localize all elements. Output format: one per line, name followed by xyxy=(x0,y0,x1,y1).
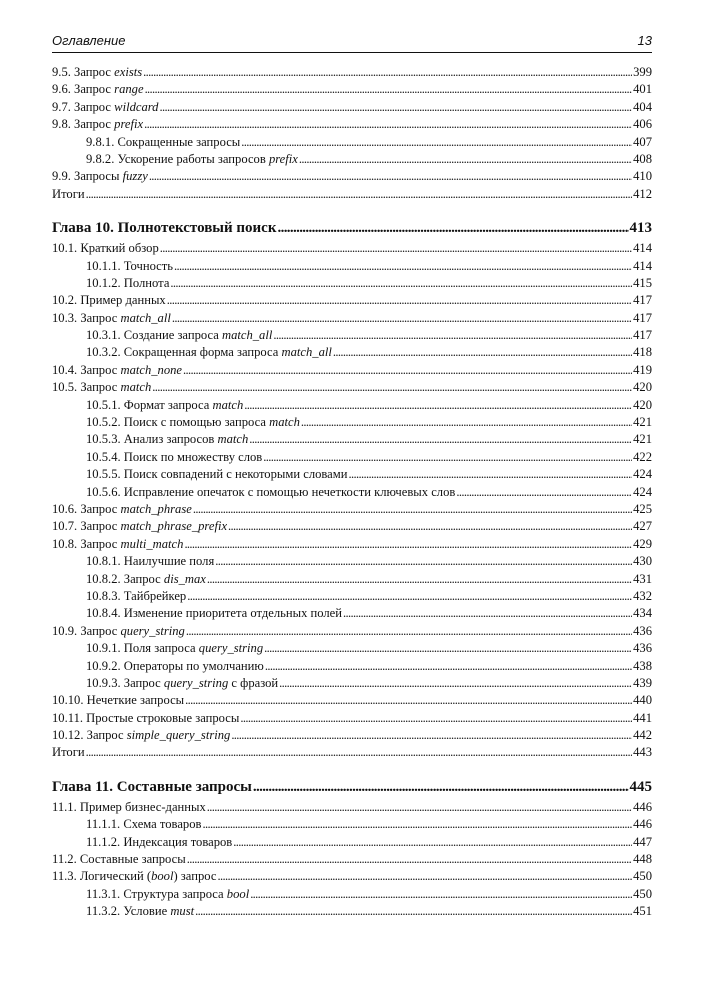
toc-entry-text-suffix: ) запрос xyxy=(173,869,217,884)
toc-leader-dots xyxy=(195,903,632,920)
toc-page-number: 442 xyxy=(633,728,652,743)
toc-entry xyxy=(52,292,652,309)
toc-entry xyxy=(52,81,652,98)
toc-leader-dots xyxy=(172,310,632,327)
toc-entry-text: 10.5.2. Поиск с помощью запроса xyxy=(86,415,270,430)
toc-leader-dots xyxy=(149,168,632,185)
toc-leader-dots xyxy=(202,816,632,833)
toc-page-number: 422 xyxy=(633,449,652,464)
toc-entry xyxy=(52,536,652,553)
toc-entry-title xyxy=(52,744,85,761)
toc-entry-text: 10.8.4. Изменение приоритета отдельных полей xyxy=(86,606,343,621)
toc-page-number: 418 xyxy=(633,345,652,360)
toc-entry-title xyxy=(52,64,142,81)
toc-page-number: 408 xyxy=(633,151,652,166)
toc-entry-text: 10.4. Запрос xyxy=(52,362,121,377)
toc-entry-title xyxy=(86,903,194,920)
toc-entry-code-term: match_all xyxy=(281,345,332,360)
toc-entry xyxy=(52,658,652,675)
toc-entry-title xyxy=(52,501,192,518)
toc-entry-code-term: query_string xyxy=(163,675,229,690)
toc-entry-text: 10.11. Простые строковые запросы xyxy=(52,710,240,725)
toc-entry-text: 10.3.1. Создание запроса xyxy=(86,328,222,343)
toc-entry xyxy=(52,414,652,431)
running-header xyxy=(52,30,652,53)
toc-entry-text: 11.3.2. Условие xyxy=(86,904,171,919)
toc-page-number: 425 xyxy=(633,501,652,516)
toc-entry xyxy=(52,466,652,483)
toc-page-number: 427 xyxy=(633,519,652,534)
toc-page-number: 417 xyxy=(633,293,652,308)
toc-entry-text: 11.3. Логический ( xyxy=(52,869,152,884)
toc-page-number: 407 xyxy=(633,134,652,149)
toc-leader-dots xyxy=(263,449,632,466)
toc-entry-text: 10.5.5. Поиск совпадений с некоторыми словами xyxy=(86,467,348,482)
toc-entry-text: 11.1.1. Схема товаров xyxy=(86,817,202,832)
toc-entry-code-term: query_string xyxy=(120,623,185,638)
toc-entry-text: 10.8.3. Тайбрейкер xyxy=(86,588,187,603)
toc-entry xyxy=(52,553,652,570)
toc-page-number: 406 xyxy=(633,117,652,132)
toc-leader-dots xyxy=(456,484,632,501)
toc-leader-dots xyxy=(273,327,632,344)
toc-entry xyxy=(52,168,652,185)
toc-entry-title xyxy=(86,886,249,903)
toc-page-number: 417 xyxy=(633,328,652,343)
toc-entry-title xyxy=(86,414,300,431)
toc-entry xyxy=(52,623,652,640)
toc-entry-title xyxy=(86,571,206,588)
toc-entry-code-term: multi_match xyxy=(120,536,184,551)
toc-leader-dots xyxy=(159,99,632,116)
toc-entry xyxy=(52,99,652,116)
toc-entry-title xyxy=(52,292,166,309)
toc-leader-dots xyxy=(184,536,632,553)
toc-entry-title xyxy=(52,116,143,133)
toc-entry xyxy=(52,834,652,851)
toc-entry xyxy=(52,744,652,761)
toc-page-number: 420 xyxy=(633,380,652,395)
toc-entry xyxy=(52,692,652,709)
toc-entry-code-term: query_string xyxy=(198,641,264,656)
toc-entry xyxy=(52,134,652,151)
toc-entry-code-term: dis_max xyxy=(163,571,206,586)
toc-page-number: 451 xyxy=(633,904,652,919)
toc-leader-dots xyxy=(231,727,632,744)
toc-entry-text: 10.5.6. Исправление опечаток с помощью нечеткости ключевых слов xyxy=(86,484,456,499)
toc-entry-title xyxy=(86,484,455,501)
toc-entry-title xyxy=(86,640,263,657)
toc-page-number: 417 xyxy=(633,310,652,325)
toc-entry-title xyxy=(52,692,184,709)
toc-leader-dots xyxy=(185,692,632,709)
toc-page-number: 446 xyxy=(633,799,652,814)
toc-entry xyxy=(52,799,652,816)
toc-entry-title xyxy=(86,675,278,692)
toc-entry-code-term: wildcard xyxy=(114,99,159,114)
toc-entry xyxy=(52,710,652,727)
toc-page-number: 446 xyxy=(633,817,652,832)
toc-entry xyxy=(52,816,652,833)
toc-entry-text: 10.3.2. Сокращенная форма запроса xyxy=(86,345,282,360)
toc-entry xyxy=(52,449,652,466)
toc-leader-dots xyxy=(183,362,632,379)
toc-entry-title xyxy=(86,658,264,675)
toc-entry-text: 10.1. Краткий обзор xyxy=(52,241,159,256)
toc-entry-text: 10.1.2. Полнота xyxy=(86,275,170,290)
toc-entry-title xyxy=(86,553,214,570)
toc-page-number: 443 xyxy=(633,745,652,760)
toc-entry xyxy=(52,258,652,275)
toc-entry xyxy=(52,186,652,203)
toc-entry-text: 10.9.1. Поля запроса xyxy=(86,641,199,656)
toc-entry-text: 10.5.1. Формат запроса xyxy=(86,397,213,412)
toc-entry-text: 11.3.1. Структура запроса xyxy=(86,886,227,901)
toc-page-number: 419 xyxy=(633,362,652,377)
toc-entry xyxy=(52,518,652,535)
toc-chapter-title: Глава 10. Полнотекстовый поиск xyxy=(52,220,277,237)
toc-leader-dots xyxy=(244,397,632,414)
toc-page-number: 414 xyxy=(633,258,652,273)
toc-page-number: 438 xyxy=(633,658,652,673)
toc-entry-title xyxy=(52,868,216,885)
toc-entry-text: 9.6. Запрос xyxy=(52,82,115,97)
toc-entry xyxy=(52,571,652,588)
toc-entry-title xyxy=(86,397,243,414)
toc-entry-text: 9.8. Запрос xyxy=(52,117,115,132)
toc-entry xyxy=(52,431,652,448)
toc-page-number: 399 xyxy=(633,65,652,79)
toc-entry-title xyxy=(52,81,144,98)
toc-entry-text: 9.8.2. Ускорение работы запросов xyxy=(86,151,269,166)
toc-chapter-title: Глава 11. Составные запросы xyxy=(52,778,252,795)
toc-entry-title xyxy=(86,344,332,361)
toc-leader-dots xyxy=(207,571,632,588)
toc-entry-code-term: match_none xyxy=(120,362,183,377)
toc-entry-text: 9.7. Запрос xyxy=(52,99,115,114)
toc-entry xyxy=(52,675,652,692)
toc-entry-text: 10.8.1. Наилучшие поля xyxy=(86,554,215,569)
toc-entry-title xyxy=(52,851,186,868)
toc-entry-text: 10.9. Запрос xyxy=(52,623,121,638)
toc-entry xyxy=(52,362,652,379)
toc-leader-dots xyxy=(207,799,632,816)
toc-entry xyxy=(52,64,652,81)
toc-entry xyxy=(52,501,652,518)
toc-page-number: 447 xyxy=(633,834,652,849)
toc-entry-text: 10.6. Запрос xyxy=(52,501,121,516)
toc-entry-code-term: simple_query_string xyxy=(126,728,231,743)
toc-entry xyxy=(52,484,652,501)
toc-entry-code-term: match xyxy=(120,380,152,395)
toc-entry-title xyxy=(86,466,347,483)
toc-leader-dots xyxy=(278,216,629,240)
toc-entry-title xyxy=(86,327,272,344)
toc-leader-dots xyxy=(217,868,632,885)
toc-chapter-heading xyxy=(52,216,652,240)
toc-page-number: 414 xyxy=(633,241,652,256)
toc-entry xyxy=(52,588,652,605)
toc-leader-dots xyxy=(299,151,632,168)
toc-leader-dots xyxy=(160,240,632,257)
toc-page-number: 450 xyxy=(633,886,652,901)
toc-entry-code-term: prefix xyxy=(268,151,298,166)
toc-leader-dots xyxy=(145,81,633,98)
toc-entry-code-term: must xyxy=(170,904,195,919)
toc-page-number: 441 xyxy=(633,710,652,725)
toc-entry xyxy=(52,344,652,361)
toc-entry-text: 10.8. Запрос xyxy=(52,536,121,551)
toc-leader-dots xyxy=(265,658,632,675)
toc-entry xyxy=(52,727,652,744)
toc-entry xyxy=(52,640,652,657)
toc-entry-text: 10.1.1. Точность xyxy=(86,258,174,273)
toc-entry-code-term: match xyxy=(269,415,300,430)
toc-leader-dots xyxy=(240,710,632,727)
toc-entry-title xyxy=(86,258,173,275)
toc-entry-code-term: exists xyxy=(114,65,143,79)
toc-leader-dots xyxy=(215,553,632,570)
toc-entry-title xyxy=(52,99,158,116)
toc-page-number: 448 xyxy=(633,852,652,867)
toc-entry-title xyxy=(52,518,227,535)
toc-entry-code-term: match_all xyxy=(120,310,171,325)
toc-entry-title xyxy=(86,275,169,292)
toc-leader-dots xyxy=(241,134,632,151)
toc-entry-text: 10.9.3. Запрос xyxy=(86,675,164,690)
toc-entry-text: 9.9. Запросы xyxy=(52,169,123,184)
toc-entry-title xyxy=(52,379,151,396)
toc-entry-title xyxy=(52,240,159,257)
toc-entry-text: 10.7. Запрос xyxy=(52,519,121,534)
toc-leader-dots xyxy=(187,588,632,605)
toc-entry-text: 11.1. Пример бизнес-данных xyxy=(52,799,206,814)
toc-page-number: 436 xyxy=(633,641,652,656)
toc-entry xyxy=(52,151,652,168)
toc-page-number: 431 xyxy=(633,571,652,586)
toc-entry-code-term: fuzzy xyxy=(122,169,148,184)
toc-entry-text: 10.5. Запрос xyxy=(52,380,121,395)
toc-entry-title xyxy=(86,134,240,151)
toc-entry-title xyxy=(86,449,262,466)
toc-page-number: 421 xyxy=(633,415,652,430)
toc-entry xyxy=(52,116,652,133)
toc-entry-title xyxy=(52,623,185,640)
toc-entry-code-term: match_phrase xyxy=(120,501,192,516)
toc-page-number: 436 xyxy=(633,623,652,638)
toc-entry-title xyxy=(52,362,182,379)
toc-leader-dots xyxy=(253,775,629,799)
toc-entry-code-term: range xyxy=(114,82,144,97)
toc-entry xyxy=(52,851,652,868)
toc-leader-dots xyxy=(264,640,632,657)
toc-entry-text: 10.5.4. Поиск по множеству слов xyxy=(86,449,263,464)
toc-entry-code-term: match_all xyxy=(221,328,273,343)
toc-leader-dots xyxy=(193,501,632,518)
toc-page-number: 413 xyxy=(629,220,652,237)
toc-entry-text: 10.12. Запрос xyxy=(52,728,127,743)
toc-leader-dots xyxy=(279,675,632,692)
toc-entry-code-term: match xyxy=(212,397,244,412)
toc-page-number: 412 xyxy=(633,186,652,201)
toc-entry xyxy=(52,327,652,344)
toc-entry-title xyxy=(52,168,148,185)
toc-leader-dots xyxy=(152,379,632,396)
toc-leader-dots xyxy=(86,186,632,203)
toc-entry-title xyxy=(52,310,171,327)
toc-entry xyxy=(52,275,652,292)
toc-leader-dots xyxy=(343,605,632,622)
toc-page-number: 404 xyxy=(633,99,652,114)
toc-leader-dots xyxy=(144,116,632,133)
toc-entry-text: 9.5. Запрос xyxy=(52,65,115,79)
toc-entry-code-term: prefix xyxy=(114,117,144,132)
toc-leader-dots xyxy=(249,431,632,448)
toc-page-number: 434 xyxy=(633,606,652,621)
toc-entry-text: 9.8.1. Сокращенные запросы xyxy=(86,134,241,149)
toc-entry-text: 11.1.2. Индексация товаров xyxy=(86,834,233,849)
toc-entry-title xyxy=(52,710,239,727)
toc-entry-code-term: match xyxy=(217,432,249,447)
toc-entry-text: 10.9.2. Операторы по умолчанию xyxy=(86,658,264,673)
toc-entry-title xyxy=(52,536,183,553)
toc-leader-dots xyxy=(174,258,632,275)
toc-page-number: 432 xyxy=(633,588,652,603)
toc-page-number: 421 xyxy=(633,432,652,447)
toc-entry xyxy=(52,240,652,257)
toc-page-number: 450 xyxy=(633,869,652,884)
toc-leader-dots xyxy=(186,623,632,640)
toc-entry-text: 10.3. Запрос xyxy=(52,310,121,325)
toc-entry-code-term: bool xyxy=(151,869,174,884)
toc-entry-text: Итоги xyxy=(52,745,85,760)
toc-entry-title xyxy=(86,588,186,605)
toc-entry xyxy=(52,310,652,327)
toc-entry xyxy=(52,868,652,885)
toc-entry-code-term: bool xyxy=(226,886,250,901)
toc-entry-title xyxy=(52,799,206,816)
toc-entry-text: 10.8.2. Запрос xyxy=(86,571,164,586)
table-of-contents xyxy=(52,64,652,921)
toc-entry xyxy=(52,397,652,414)
page-number: 13 xyxy=(637,33,652,48)
toc-entry xyxy=(52,605,652,622)
toc-entry-text: 11.2. Составные запросы xyxy=(52,852,186,867)
toc-entry-text: 10.2. Пример данных xyxy=(52,293,166,308)
toc-entry-code-term: match_phrase_prefix xyxy=(120,519,228,534)
toc-entry-title xyxy=(52,727,230,744)
toc-page-number: 415 xyxy=(633,275,652,290)
toc-leader-dots xyxy=(170,275,632,292)
toc-entry-title xyxy=(86,151,298,168)
toc-leader-dots xyxy=(228,518,632,535)
toc-chapter-heading xyxy=(52,775,652,799)
toc-leader-dots xyxy=(333,344,632,361)
toc-entry xyxy=(52,903,652,920)
running-header-title: Оглавление xyxy=(52,33,126,48)
toc-entry xyxy=(52,886,652,903)
toc-page-number: 424 xyxy=(633,484,652,499)
toc-leader-dots xyxy=(187,851,632,868)
toc-leader-dots xyxy=(167,292,632,309)
toc-entry-title xyxy=(86,431,248,448)
toc-entry-text: 10.5.3. Анализ запросов xyxy=(86,432,218,447)
toc-page-number: 401 xyxy=(633,82,652,97)
toc-page-number: 445 xyxy=(629,778,652,795)
toc-leader-dots xyxy=(233,834,632,851)
toc-page-number: 430 xyxy=(633,554,652,569)
toc-page-number: 439 xyxy=(633,675,652,690)
toc-page-number: 429 xyxy=(633,536,652,551)
toc-entry-text: Итоги xyxy=(52,186,85,201)
toc-entry-text-suffix: с фразой xyxy=(228,675,279,690)
toc-page-number: 410 xyxy=(633,169,652,184)
toc-leader-dots xyxy=(86,744,632,761)
toc-leader-dots xyxy=(143,64,632,81)
toc-page-number: 424 xyxy=(633,467,652,482)
toc-entry-title xyxy=(86,834,232,851)
toc-leader-dots xyxy=(301,414,632,431)
toc-entry-title xyxy=(86,816,201,833)
toc-leader-dots xyxy=(348,466,632,483)
toc-page-number: 440 xyxy=(633,693,652,708)
toc-entry-title xyxy=(52,186,85,203)
toc-entry xyxy=(52,379,652,396)
toc-page-number: 420 xyxy=(633,397,652,412)
toc-leader-dots xyxy=(250,886,632,903)
toc-entry-title xyxy=(86,605,342,622)
toc-entry-text: 10.10. Нечеткие запросы xyxy=(52,693,185,708)
